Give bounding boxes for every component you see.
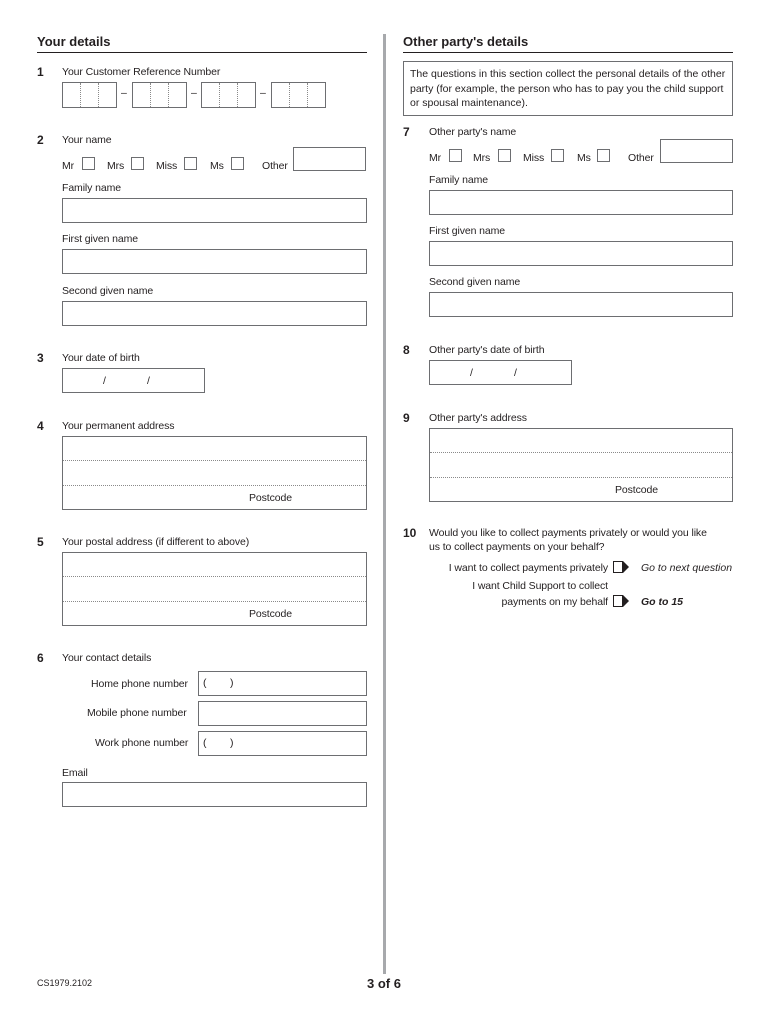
q8-number: 8 xyxy=(403,343,410,357)
op-address-label: Other party's address xyxy=(429,412,527,424)
permanent-address-label: Your permanent address xyxy=(62,420,175,432)
op-postcode-label: Postcode xyxy=(615,484,658,496)
mobile-phone-input[interactable] xyxy=(198,701,367,726)
crn-separator: – xyxy=(121,87,127,99)
your-details-title: Your details xyxy=(37,34,111,49)
your-name-label: Your name xyxy=(62,134,112,146)
title-mr-checkbox[interactable] xyxy=(82,157,95,170)
second-given-name-input[interactable] xyxy=(62,301,367,326)
dob-slash-1: / xyxy=(103,375,106,387)
q9-number: 9 xyxy=(403,411,410,425)
first-given-name-input[interactable] xyxy=(62,249,367,274)
op-title-mr-checkbox[interactable] xyxy=(449,149,462,162)
op-first-given-name-label: First given name xyxy=(429,225,506,237)
q10-question-line1: Would you like to collect payments privately or would you like xyxy=(429,527,707,539)
date-of-birth-input[interactable] xyxy=(62,368,205,393)
title-miss-checkbox[interactable] xyxy=(184,157,197,170)
child-support-collect-label-line2: payments on my behalf xyxy=(501,596,608,608)
first-given-name-label: First given name xyxy=(62,233,139,245)
email-input[interactable] xyxy=(62,782,367,807)
op-title-ms-checkbox[interactable] xyxy=(597,149,610,162)
op-address-input[interactable] xyxy=(429,428,733,502)
op-dob-slash-1: / xyxy=(470,367,473,379)
op-family-name-input[interactable] xyxy=(429,190,733,215)
title-ms-label: Ms xyxy=(210,160,224,172)
title-mrs-label: Mrs xyxy=(107,160,125,172)
form-code: CS1979.2102 xyxy=(37,978,93,988)
op-title-mrs-label: Mrs xyxy=(473,152,491,164)
family-name-label: Family name xyxy=(62,182,121,194)
address-line-divider xyxy=(63,576,366,577)
crn-field-2[interactable] xyxy=(132,82,187,108)
postal-postcode-label: Postcode xyxy=(249,608,292,620)
other-party-rule xyxy=(403,52,733,53)
op-date-of-birth-label: Other party's date of birth xyxy=(429,344,545,356)
address-line-divider xyxy=(63,601,366,602)
q2-number: 2 xyxy=(37,133,44,147)
work-phone-paren-open: ( xyxy=(203,737,207,749)
go-to-15-text: Go to 15 xyxy=(641,596,684,608)
other-party-title: Other party's details xyxy=(403,34,529,49)
op-title-other-label: Other xyxy=(628,152,654,164)
address-line-divider xyxy=(430,452,732,453)
title-other-input[interactable] xyxy=(293,147,366,171)
op-dob-slash-2: / xyxy=(514,367,517,379)
collect-privately-checkbox[interactable] xyxy=(613,560,629,574)
postal-address-input[interactable] xyxy=(62,552,367,626)
op-second-given-name-input[interactable] xyxy=(429,292,733,317)
child-support-collect-checkbox[interactable] xyxy=(613,594,629,608)
mobile-phone-label: Mobile phone number xyxy=(87,707,187,719)
op-title-miss-checkbox[interactable] xyxy=(551,149,564,162)
crn-field-4[interactable] xyxy=(271,82,326,108)
title-mrs-checkbox[interactable] xyxy=(131,157,144,170)
collect-privately-label: I want to collect payments privately xyxy=(448,562,608,574)
your-details-rule xyxy=(37,52,367,53)
op-first-given-name-input[interactable] xyxy=(429,241,733,266)
work-phone-paren-close: ) xyxy=(230,737,234,749)
title-other-label: Other xyxy=(262,160,288,172)
op-second-given-name-label: Second given name xyxy=(429,276,521,288)
postal-address-label: Your postal address (if different to above) xyxy=(62,536,250,548)
child-support-collect-label-line1: I want Child Support to collect xyxy=(472,580,608,592)
page-number: 3 of 6 xyxy=(367,976,401,991)
date-of-birth-label: Your date of birth xyxy=(62,352,140,364)
q10-question-line2: us to collect payments on your behalf? xyxy=(429,541,605,553)
home-phone-label: Home phone number xyxy=(91,678,188,690)
address-line-divider xyxy=(63,485,366,486)
dob-slash-2: / xyxy=(147,375,150,387)
op-title-mrs-checkbox[interactable] xyxy=(498,149,511,162)
title-ms-checkbox[interactable] xyxy=(231,157,244,170)
column-divider xyxy=(383,34,386,974)
q4-number: 4 xyxy=(37,419,44,433)
crn-separator: – xyxy=(260,87,266,99)
other-party-intro: The questions in this section collect the personal details of the other party (for example, the person who has to pay you the child support or spousal maintenance). xyxy=(403,61,733,116)
permanent-postcode-label: Postcode xyxy=(249,492,292,504)
family-name-input[interactable] xyxy=(62,198,367,223)
title-miss-label: Miss xyxy=(156,160,178,172)
op-title-ms-label: Ms xyxy=(577,152,591,164)
other-party-name-label: Other party's name xyxy=(429,126,517,138)
home-phone-input[interactable] xyxy=(198,671,367,696)
crn-label: Your Customer Reference Number xyxy=(62,66,221,78)
q10-number: 10 xyxy=(403,526,417,540)
second-given-name-label: Second given name xyxy=(62,285,154,297)
work-phone-input[interactable] xyxy=(198,731,367,756)
home-phone-paren-close: ) xyxy=(230,677,234,689)
address-line-divider xyxy=(63,460,366,461)
contact-details-label: Your contact details xyxy=(62,652,152,664)
q1-number: 1 xyxy=(37,65,44,79)
email-label: Email xyxy=(62,767,88,779)
crn-separator: – xyxy=(191,87,197,99)
address-line-divider xyxy=(430,477,732,478)
crn-field-1[interactable] xyxy=(62,82,117,108)
op-title-other-input[interactable] xyxy=(660,139,733,163)
op-date-of-birth-input[interactable] xyxy=(429,360,572,385)
title-mr-label: Mr xyxy=(62,160,75,172)
work-phone-label: Work phone number xyxy=(95,737,189,749)
q7-number: 7 xyxy=(403,125,410,139)
op-title-mr-label: Mr xyxy=(429,152,442,164)
op-family-name-label: Family name xyxy=(429,174,488,186)
q5-number: 5 xyxy=(37,535,44,549)
home-phone-paren-open: ( xyxy=(203,677,207,689)
q6-number: 6 xyxy=(37,651,44,665)
crn-field-3[interactable] xyxy=(201,82,256,108)
op-title-miss-label: Miss xyxy=(523,152,545,164)
q3-number: 3 xyxy=(37,351,44,365)
go-to-next-question-text: Go to next question xyxy=(641,562,733,574)
permanent-address-input[interactable] xyxy=(62,436,367,510)
